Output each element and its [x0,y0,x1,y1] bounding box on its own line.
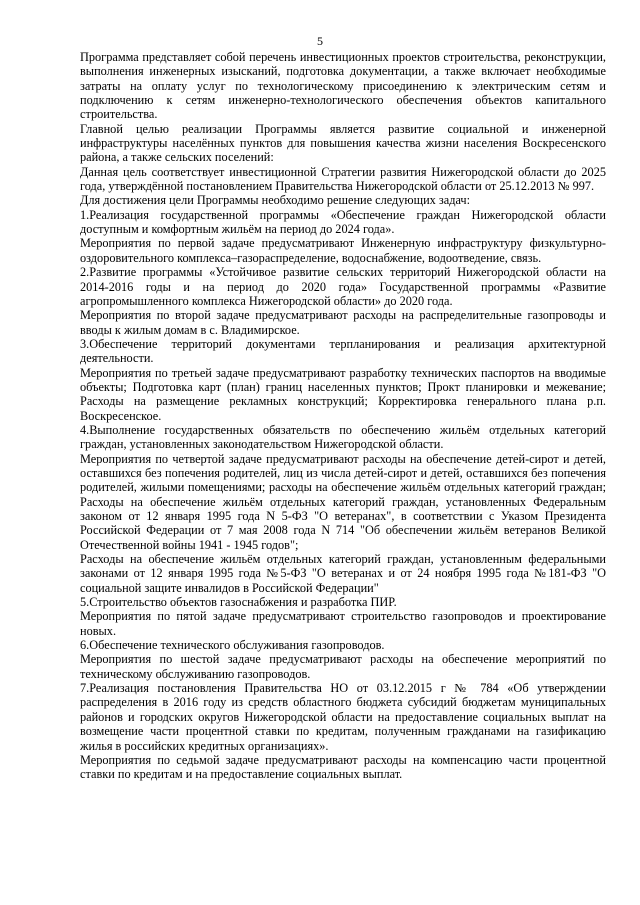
paragraph-task-7-measures: Мероприятия по седьмой задаче предусматривают расходы на компенсацию части процентной ставки по кредитам и на предоставление социальных выплат. [80,752,606,782]
document-body [80,50,606,782]
paragraph-task-5: 5.Строительство объектов газоснабжения и разработка ПИР. [80,595,397,610]
paragraph-task-7: 7.Реализация постановления Правительства НО от 03.12.2015 г № 784 «Об утверждении распределения в 2016 году из средств областного бюджета субсидий бюджетам муниципальных районов и городских округов Нижегородской области на предоставление социальных выплат на возмещение части процентной ставки по кредитам, полученным гражданами на газификацию жилья в российских кредитных организациях». [80,681,606,753]
paragraph-task-4-expenses: Расходы на обеспечение жильём отдельных категорий граждан, установленным федеральными законами от 12 января 1995 года №5-ФЗ "О ветеранах и от 24 ноября 1995 года №181-ФЗ "О социальной защите инвалидов в Российской Федерации" [80,552,606,595]
paragraph-task-2-measures: Мероприятия по второй задаче предусматривают расходы на распределительные газопроводы и вводы к жилым домам в с. Владимирское. [80,308,606,337]
paragraph-task-4: 4.Выполнение государственных обязательств по обеспечению жильём отдельных категорий граждан, установленных законодательством Нижегородской области. [80,422,606,452]
paragraph-task-6-measures: Мероприятия по шестой задаче предусматривают расходы на обеспечение мероприятий по техническому обслуживанию газопроводов. [80,652,606,681]
paragraph-task-2: 2.Развитие программы «Устойчивое развитие сельских территорий Нижегородской области на 2014-2016 годы и на период до 2020 года» Государственной программы «Развитие агропромышленного комплекса Нижегородской области» до 2020 года. [80,265,606,308]
paragraph-task-5-measures: Мероприятия по пятой задаче предусматривают строительство газопроводов и проектирование новых. [80,609,606,638]
paragraph-task-3-measures: Мероприятия по третьей задаче предусматривают разработку технических паспортов на вводимые объекты; Подготовка карт (план) границ населенных пунктов; Прокт планировки и межевание; Расходы на размещение рекламных конструкций; Корректировка генерального плана р.п. Воскресенское. [80,365,606,423]
page-number: 5 [317,34,323,48]
paragraph-program-description: Программа представляет собой перечень инвестиционных проектов строительства, реконструкции, выполнения инженерных изысканий, подготовка документации, а также включает необходимые затраты на оплату услуг по технологическому присоединению к электрическим сетям и подключению к сетям инженерно-технологического обеспечения объектов капитального строительства. [80,50,606,122]
paragraph-strategy-compliance: Данная цель соответствует инвестиционной Стратегии развития Нижегородской области до 2025 года, утверждённой постановлением Правительства Нижегородской области от 25.12.2013 № 997. [80,164,606,194]
paragraph-task-3: 3.Обеспечение территорий документами терпланирования и реализация архитектурной деятельности. [80,336,606,366]
paragraph-task-4-measures: Мероприятия по четвертой задаче предусматривают расходы на обеспечение детей-сирот и детей, оставшихся без попечения родителей, лиц из числа детей-сирот и детей, оставшихся без попечения родителей, жилыми помещениями; расходы на обеспечение жильём отдельных категорий граждан; Расходы на обеспечение жильём отдельных категорий граждан, установленных Федеральным законом от 12 января 1995 года N 5-ФЗ "О ветеранах", в соответствии с Указом Президента Российской Федерации от 7 мая 2008 года N 714 "Об обеспечении жильём ветеранов Великой Отечественной войны 1941 - 1945 годов"; [80,451,606,552]
paragraph-tasks-intro: Для достижения цели Программы необходимо решение следующих задач: [80,193,471,208]
paragraph-main-goal: Главной целью реализации Программы является развитие социальной и инженерной инфраструктуры населённых пунктов для повышения качества жизни населения Воскресенского района, а также сельских поселений: [80,121,606,165]
paragraph-task-1: 1.Реализация государственной программы «Обеспечение граждан Нижегородской области доступным и комфортным жильём на период до 2024 года». [80,207,606,237]
paragraph-task-1-measures: Мероприятия по первой задаче предусматривают Инженерную инфраструктуру физкультурно-оздоровительного комплекса–газораспределение, водоснабжение, водоотведение, связь. [80,236,606,265]
paragraph-task-6: 6.Обеспечение технического обслуживания газопроводов. [80,638,385,653]
